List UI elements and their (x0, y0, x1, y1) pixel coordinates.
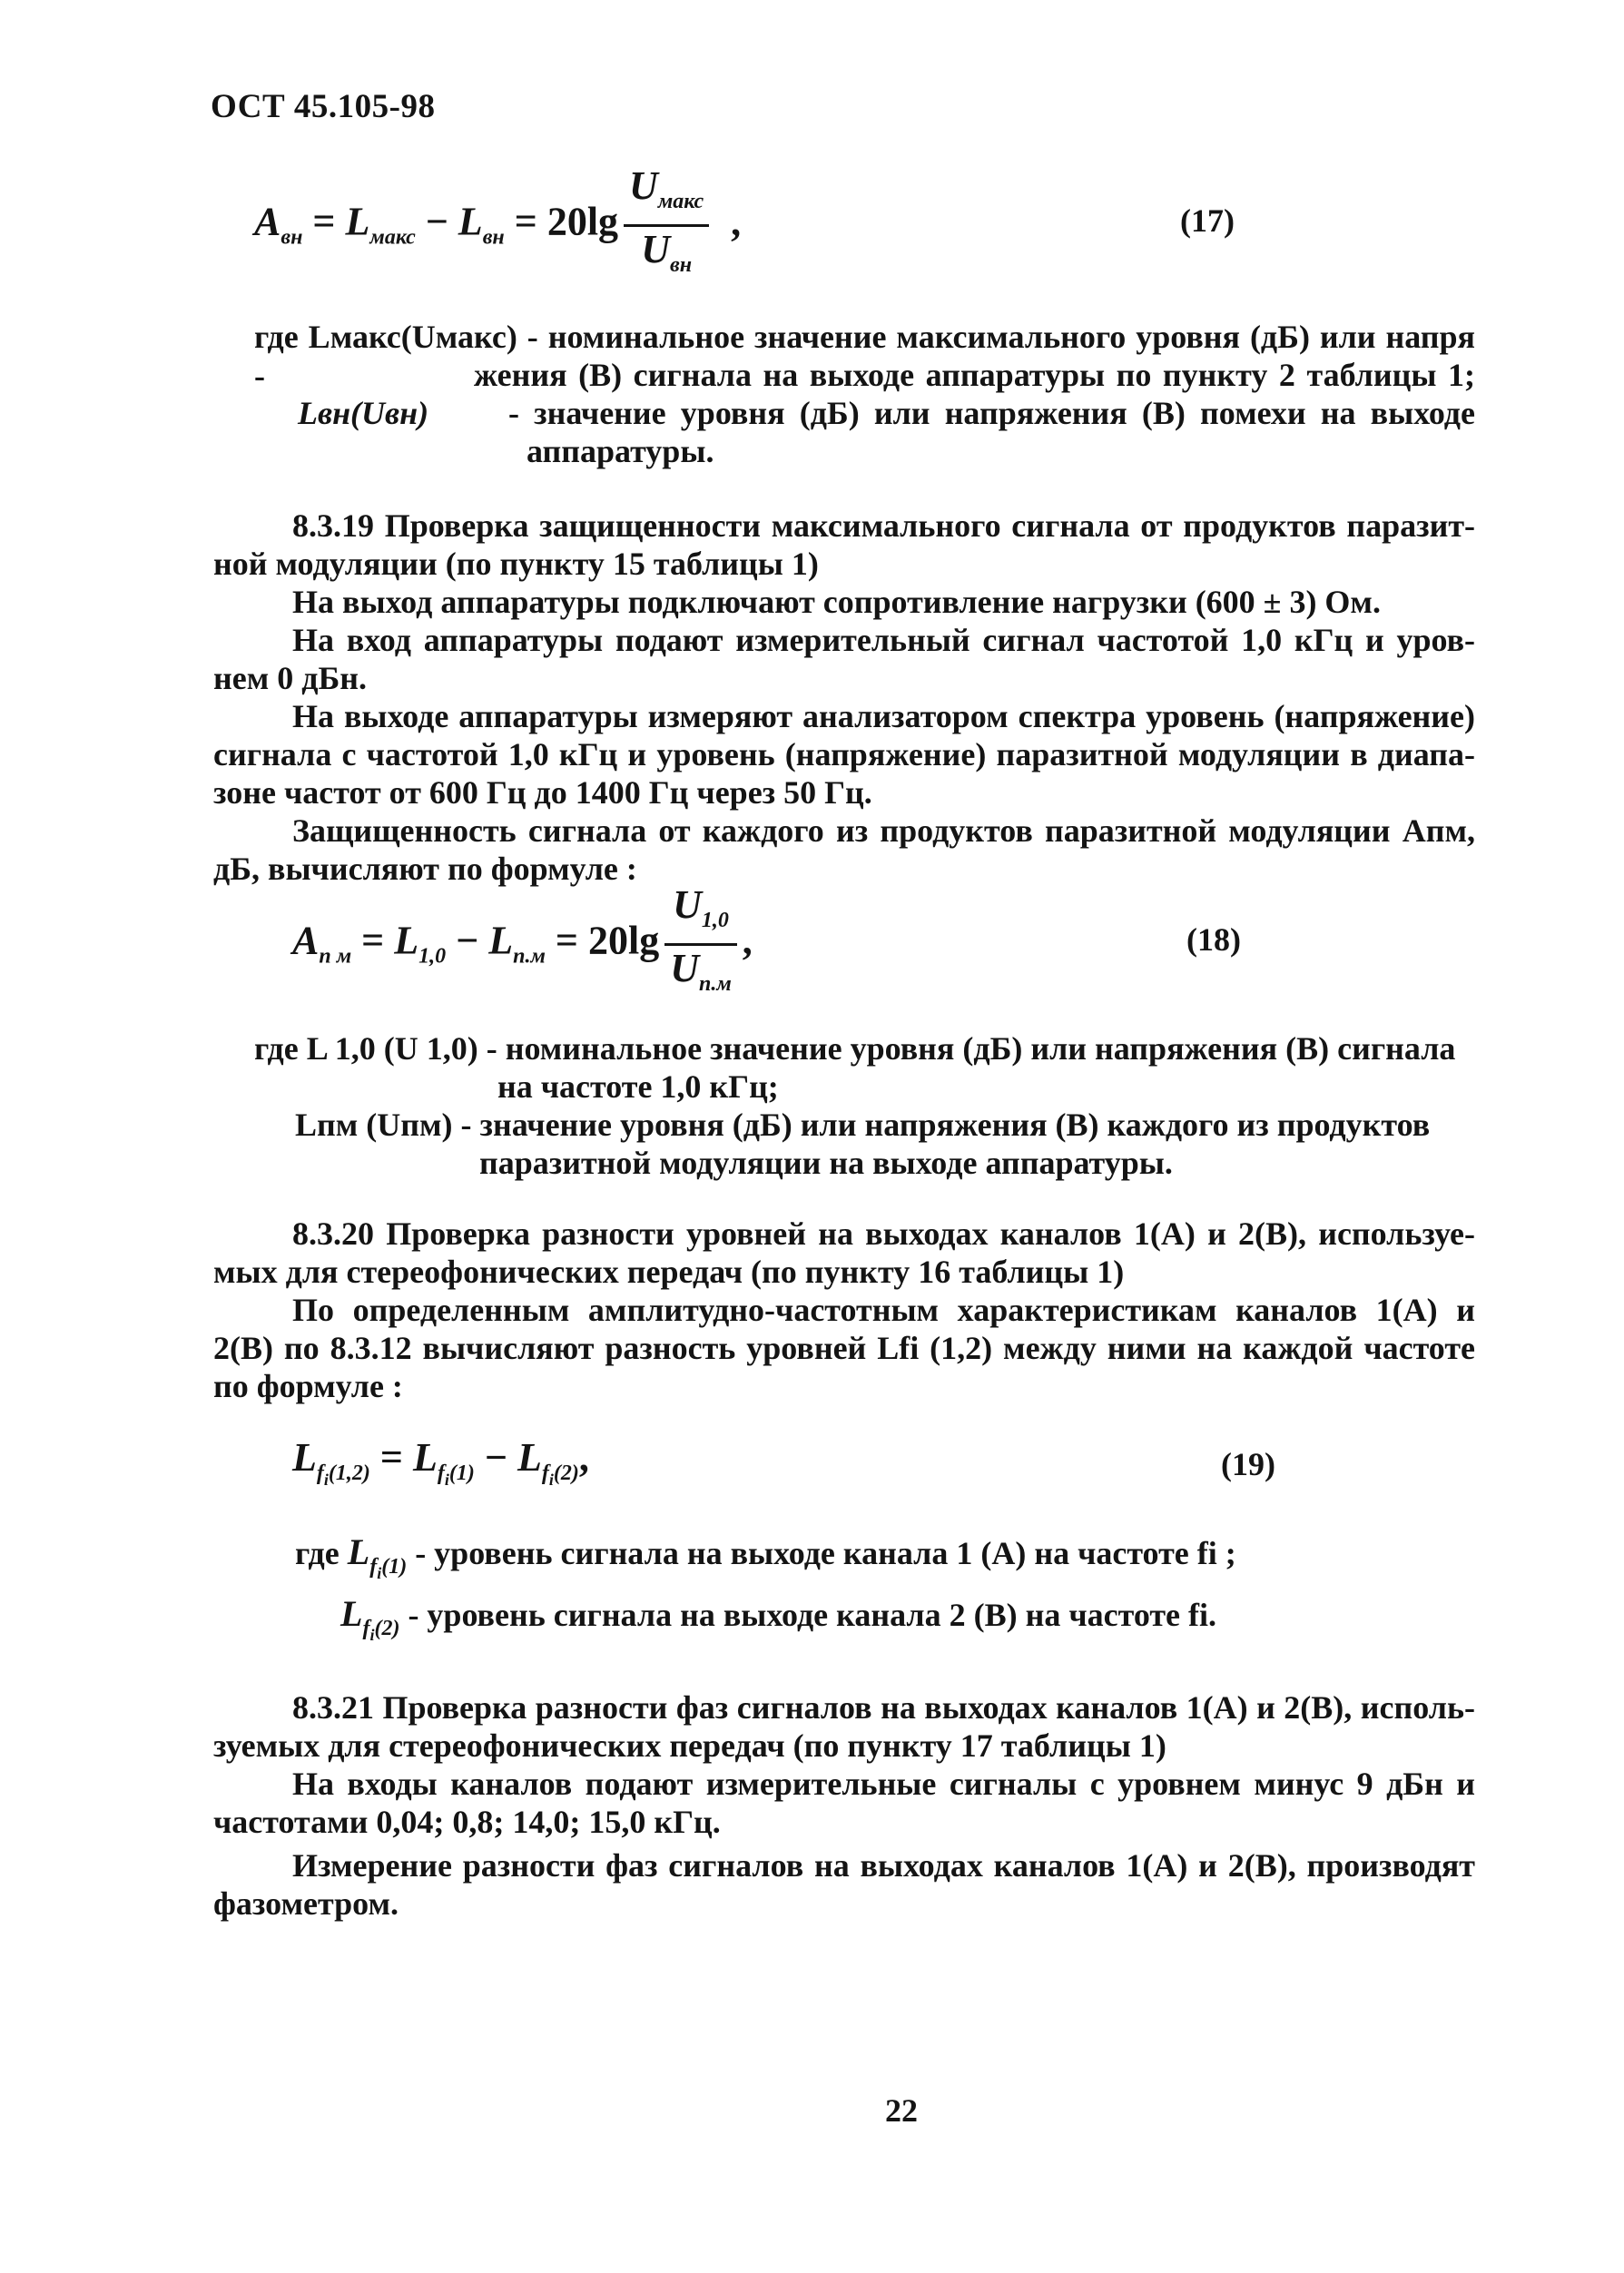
s8319-line1: 8.3.19 Проверка защищенности максимального сигнала от продуктов паразит- (292, 507, 1475, 544)
page-number: 22 (885, 2092, 918, 2129)
where18-line3: Lпм (Uпм) - значение уровня (дБ) или напряжения (В) каждого из продуктов (295, 1107, 1431, 1143)
s8319-line2: ной модуляции (по пункту 15 таблицы 1) (213, 546, 819, 582)
equation-18-number: (18) (1186, 921, 1241, 958)
where17-line4: аппаратуры. (527, 433, 714, 469)
s8320-line1: 8.3.20 Проверка разности уровней на выходах каналов 1(А) и 2(В), используе- (292, 1215, 1475, 1252)
equation-17: $A_{вн} = L_{макс} - L_{вн} = 20\lg$ $\frac{U_{макс}}{U_{вн}}$ , (254, 163, 741, 288)
where19-line1: где $L_{f_i(1)}$ - уровень сигнала на выходе канала 1 (А) на частоте fi ; (295, 1531, 1236, 1582)
s8319-line9: Защищенность сигнала от каждого из продуктов паразитной модуляции Aпм, (292, 812, 1475, 849)
s8321-line3: На входы каналов подают измерительные сигналы с уровнем минус 9 дБн и (292, 1766, 1475, 1802)
where18-line4: паразитной модуляции на выходе аппаратуры. (479, 1145, 1173, 1181)
s8319-line3: На выход аппаратуры подключают сопротивление нагрузки (600 ± 3) Ом. (292, 584, 1381, 620)
equation-18: $A_{п м} = L_{1,0} - L_{п.м} = 20\lg$ $\frac{U_{1,0}}{U_{п.м}}$ , (292, 882, 753, 1007)
s8319-line8: зоне частот от 600 Гц до 1400 Гц через 50 Гц. (213, 774, 872, 811)
s8319-line7: сигнала с частотой 1,0 кГц и уровень (напряжение) паразитной модуляции в диапа- (213, 736, 1475, 772)
s8321-line4: частотами 0,04; 0,8; 14,0; 15,0 кГц. (213, 1804, 721, 1840)
s8320-line2: мых для стереофонических передач (по пункту 16 таблицы 1) (213, 1254, 1125, 1290)
s8321-line5: Измерение разности фаз сигналов на выходах каналов 1(А) и 2(В), производят (292, 1847, 1475, 1884)
s8321-line6: фазометром. (213, 1885, 399, 1922)
s8321-line1: 8.3.21 Проверка разности фаз сигналов на выходах каналов 1(А) и 2(В), исполь- (292, 1689, 1475, 1726)
fraction-18: $\frac{U_{1,0}}{U_{п.м}}$ (664, 882, 737, 1007)
where17-line1: где Lмакс(Uмакс) - номинальное значение максимального уровня (дБ) или напря - (254, 319, 1475, 394)
s8319-line4: На вход аппаратуры подают измерительный сигнал частотой 1,0 кГц и уров- (292, 622, 1475, 658)
s8319-line10: дБ, вычисляют по формуле : (213, 851, 637, 887)
where18-line2: на частоте 1,0 кГц; (497, 1068, 779, 1105)
where18-line1: где L 1,0 (U 1,0) - номинальное значение уровня (дБ) или напряжения (В) сигнала (254, 1030, 1456, 1067)
equation-19-number: (19) (1221, 1446, 1275, 1482)
equation-17-number: (17) (1180, 202, 1235, 239)
where19-line2: $L_{f_i(2)}$ - уровень сигнала на выходе канала 2 (В) на частоте fi. (340, 1593, 1216, 1644)
s8319-line5: нем 0 дБн. (213, 660, 367, 696)
s8320-line4: 2(В) по 8.3.12 вычисляют разность уровней Lfi (1,2) между ними на каждой частоте (213, 1330, 1475, 1366)
s8321-line2: зуемых для стереофонических передач (по пункту 17 таблицы 1) (213, 1727, 1166, 1764)
document-header: ОСТ 45.105-98 (211, 88, 436, 125)
where17-line3: - значение уровня (дБ) или напряжения (В) помехи на выходе (508, 395, 1475, 431)
where17-term2: Lвн(Uвн) (298, 395, 429, 431)
s8319-line6: На выходе аппаратуры измеряют анализатором спектра уровень (напряжение) (292, 698, 1475, 734)
fraction-17: $\frac{U_{макс}}{U_{вн}}$ (624, 163, 709, 288)
s8320-line3: По определенным амплитудно-частотным характеристикам каналов 1(А) и (292, 1292, 1475, 1328)
where17-line2: жения (В) сигнала на выходе аппаратуры по пункту 2 таблицы 1; (474, 357, 1475, 393)
equation-19: $L_{f_i(1,2)} = L_{f_i(1)} - L_{f_i(2)}$, (292, 1435, 589, 1489)
s8320-line5: по формуле : (213, 1368, 403, 1404)
